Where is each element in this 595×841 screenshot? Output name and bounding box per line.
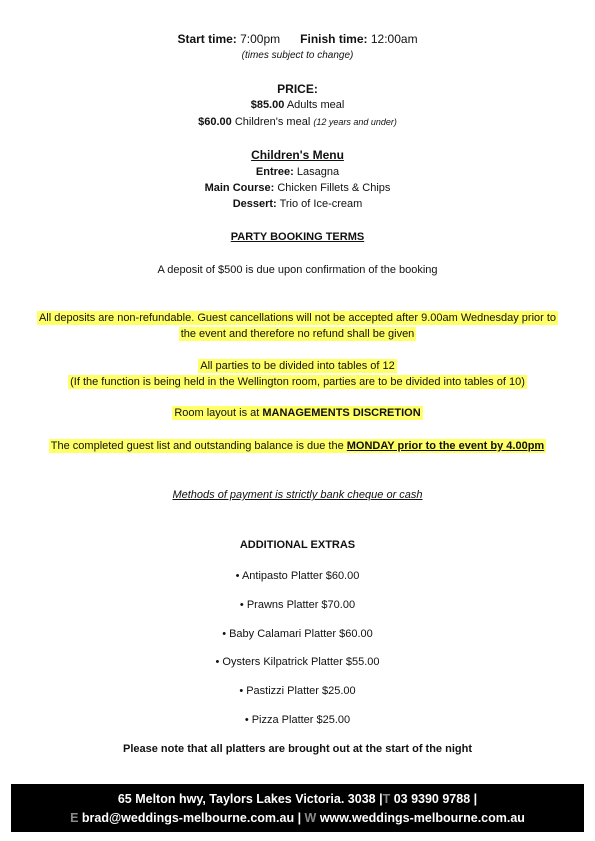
footer-address-line (11, 791, 584, 807)
contact-footer (11, 784, 584, 832)
adult-price-line (0, 98, 595, 112)
room-layout-line (172, 406, 422, 420)
dessert-label: Dessert: (232, 198, 277, 210)
childrens-menu-heading: Children's Menu (251, 148, 344, 162)
refund-line-1: All deposits are non-refundable. Guest cancellations will not be accepted after 9.00am Wednesday prior to (38, 312, 557, 324)
price-heading: PRICE: (277, 82, 318, 96)
additional-extras-heading: ADDITIONAL EXTRAS (239, 539, 356, 551)
main-course-value: Chicken Fillets & Chips (277, 182, 391, 194)
email-letter: E (70, 811, 79, 825)
main-course-line (0, 181, 595, 195)
footer-email[interactable]: brad@weddings-melbourne.com.au | (78, 811, 302, 825)
guest-list-bold: MONDAY prior to the event by 4.00pm (346, 440, 545, 452)
refund-line-2: the event and therefore no refund shall be given (180, 328, 415, 340)
tables-line-2-wrap (0, 375, 595, 389)
tables-line-1: All parties to be divided into tables of 12 (200, 360, 395, 372)
guest-list-text: The completed guest list and outstanding balance is due the (50, 440, 347, 452)
adult-price: $85.00 (250, 99, 285, 111)
footer-contact-line (11, 810, 584, 826)
room-layout-bold: MANAGEMENTS DISCRETION (262, 407, 421, 419)
tables-line-1-wrap (0, 359, 595, 373)
web-letter: W (301, 811, 317, 825)
platters-note: Please note that all platters are brought out at the start of the night (123, 743, 472, 755)
extra-item: • Prawns Platter $70.00 (239, 599, 356, 611)
finish-time-label: Finish time: (300, 32, 368, 46)
booking-terms-heading: PARTY BOOKING TERMS (230, 231, 365, 243)
times-line (0, 32, 595, 46)
footer-website[interactable]: www.weddings-melbourne.com.au (316, 811, 525, 825)
payment-methods: Methods of payment is strictly bank cheque or cash (172, 489, 423, 501)
start-time-label: Start time: (177, 32, 237, 46)
extra-item: • Baby Calamari Platter $60.00 (222, 628, 373, 640)
refund-line-1-wrap (0, 311, 595, 325)
dessert-line (0, 197, 595, 211)
footer-address: 65 Melton hwy, Taylors Lakes Victoria. 3038 | (117, 792, 383, 806)
child-price-note: (12 years and under) (313, 117, 397, 127)
dessert-value: Trio of Ice-cream (279, 198, 363, 210)
adult-price-label: Adults meal (286, 99, 345, 111)
child-price: $60.00 (198, 116, 232, 128)
main-course-label: Main Course: (204, 182, 275, 194)
extra-item: • Oysters Kilpatrick Platter $55.00 (215, 656, 380, 668)
finish-time-value: 12:00am (370, 32, 418, 46)
entree-label: Entree: (255, 166, 294, 178)
extra-item: • Pastizzi Platter $25.00 (239, 685, 356, 697)
child-price-line (0, 115, 595, 129)
guest-list-wrap (0, 439, 595, 453)
room-layout-text: Room layout is at (174, 407, 263, 419)
footer-phone: 03 9390 9788 | (390, 792, 478, 806)
entree-line (0, 165, 595, 179)
room-layout-wrap (0, 406, 595, 420)
guest-list-line (49, 439, 546, 453)
deposit-text: A deposit of $500 is due upon confirmation of the booking (157, 264, 438, 276)
child-price-label: Children's meal (234, 116, 311, 128)
phone-letter: T (382, 792, 391, 806)
refund-line-2-wrap (0, 327, 595, 341)
times-note: (times subject to change) (241, 50, 354, 61)
start-time-value: 7:00pm (240, 32, 281, 46)
extra-item: • Pizza Platter $25.00 (244, 714, 351, 726)
extra-item: • Antipasto Platter $60.00 (235, 570, 360, 582)
tables-line-2: (If the function is being held in the Wellington room, parties are to be divided into tables of 10) (70, 376, 525, 388)
entree-value: Lasagna (296, 166, 340, 178)
